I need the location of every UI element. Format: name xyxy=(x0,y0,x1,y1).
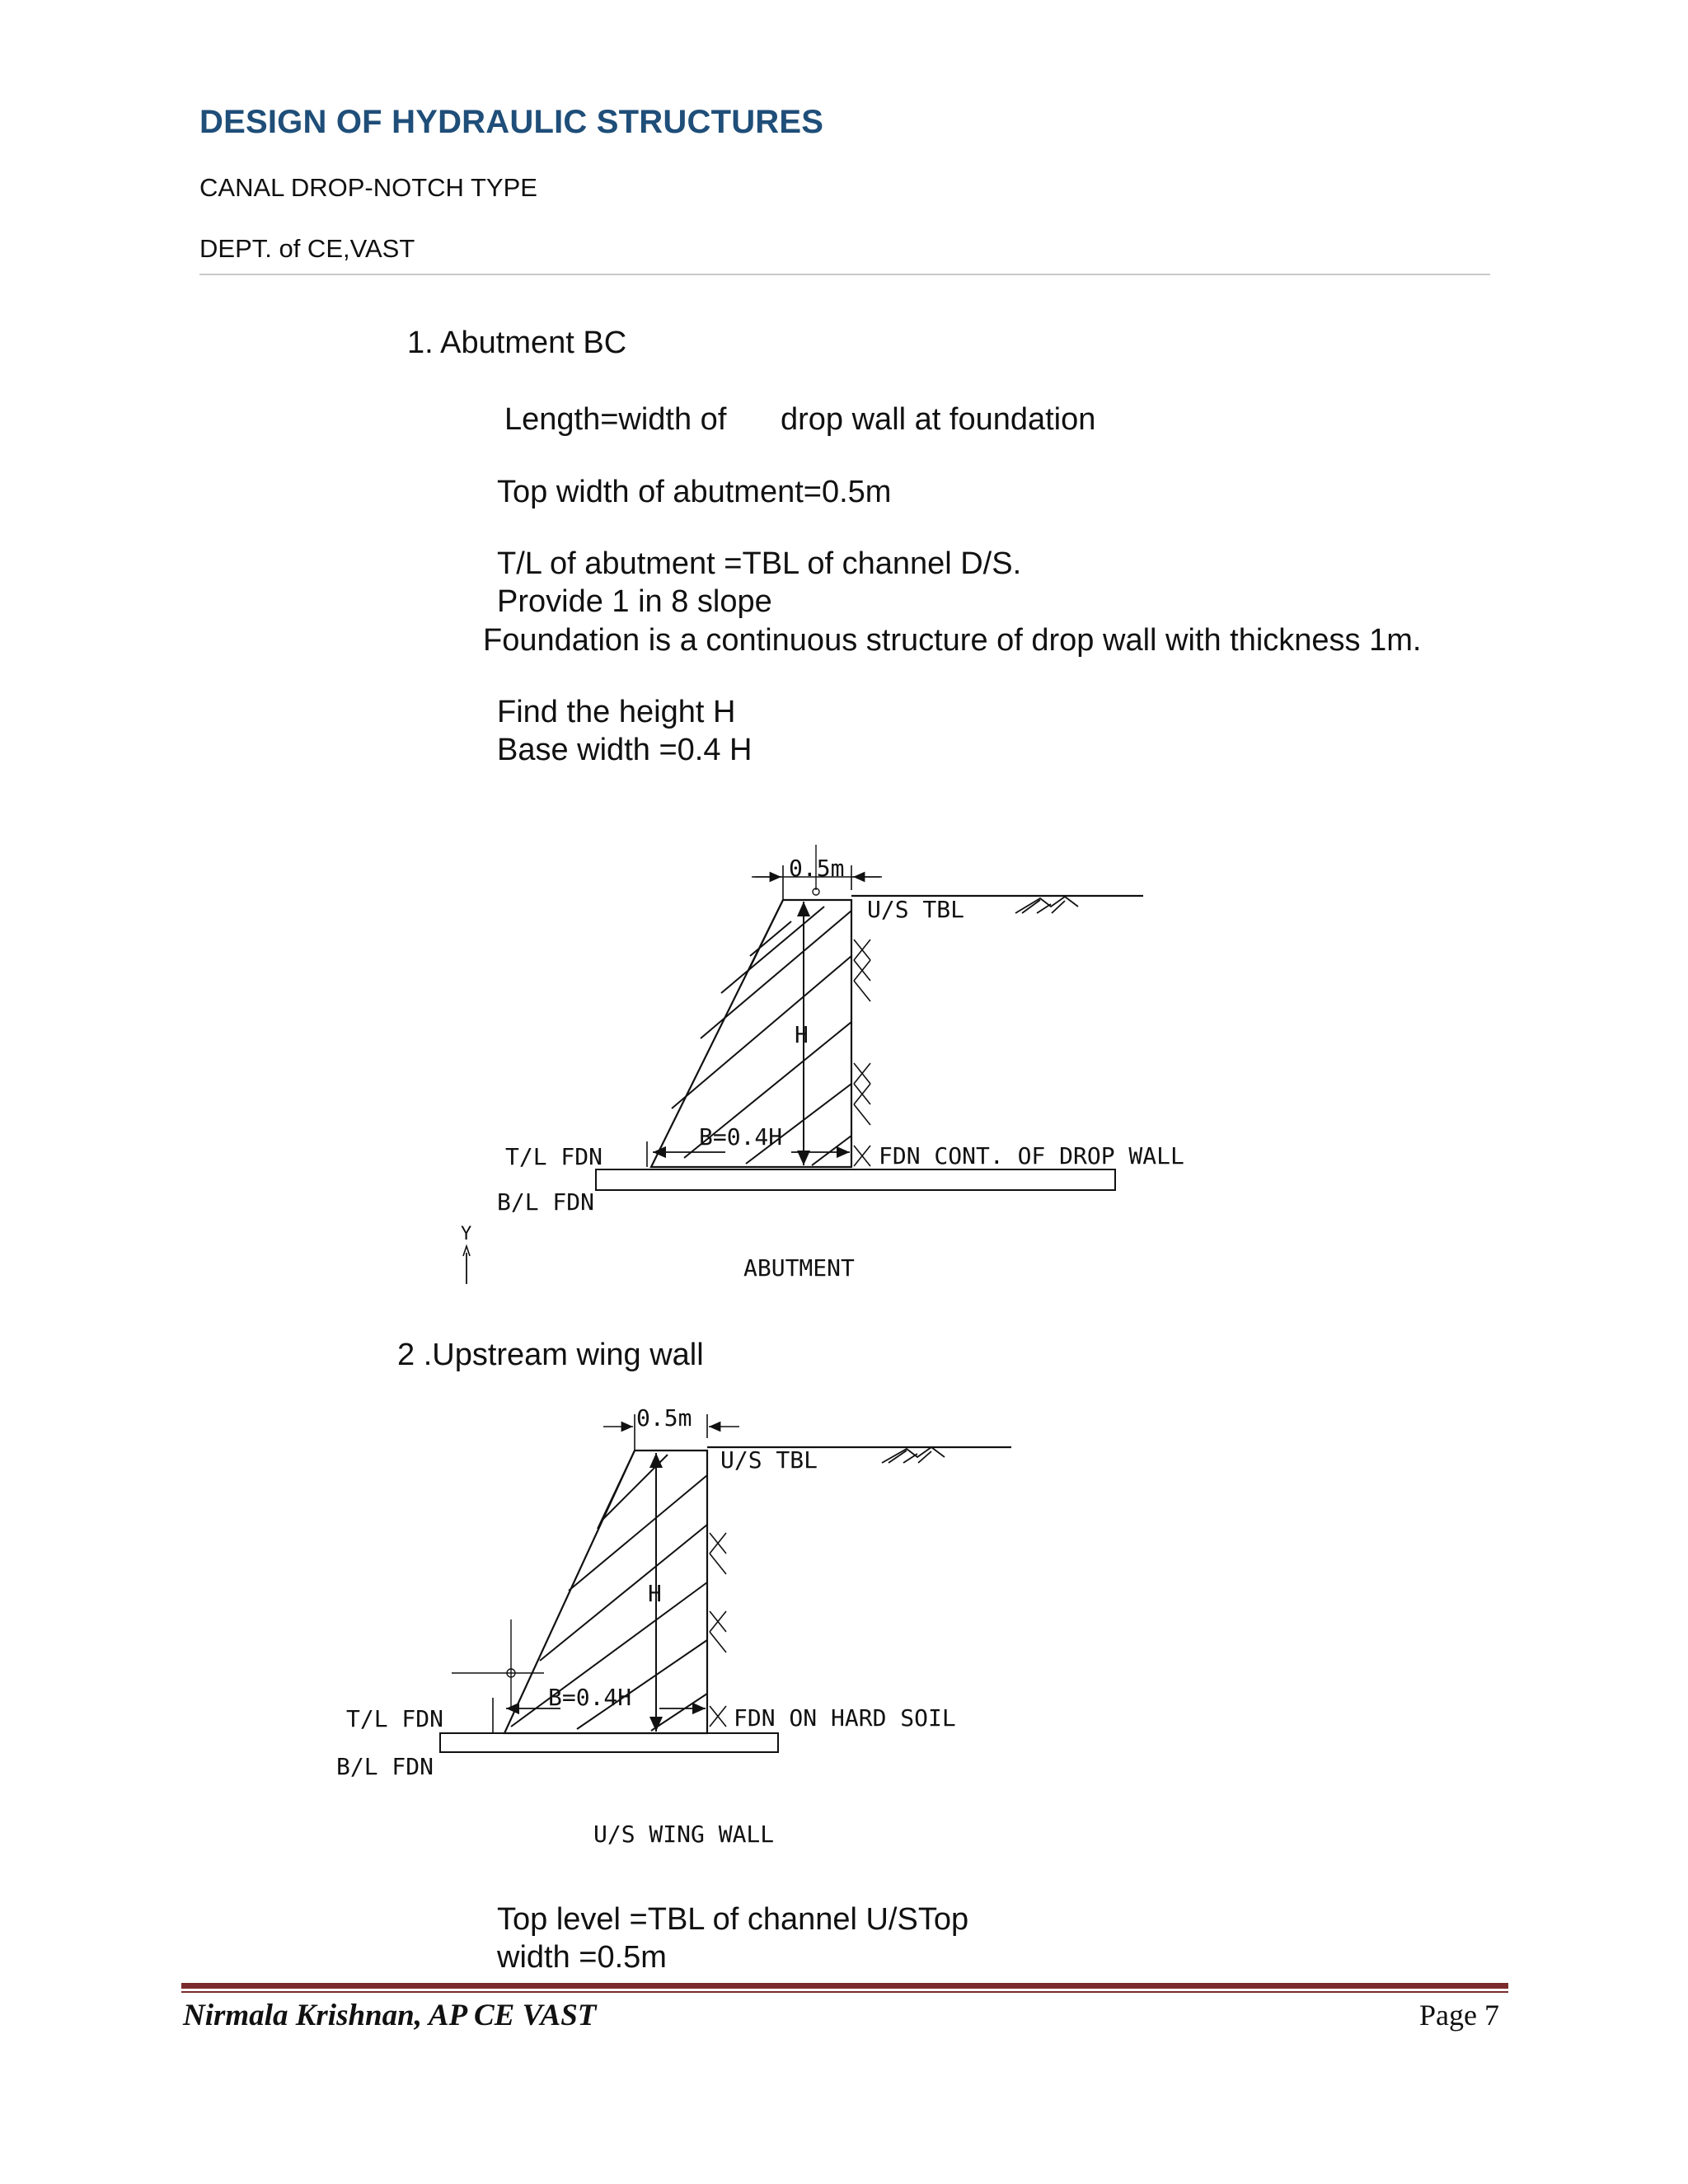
footer-author: Nirmala Krishnan, AP CE VAST xyxy=(183,1999,597,2032)
abutment-fdn-note: FDN CONT. OF DROP WALL xyxy=(879,1142,1184,1169)
wing-wall-caption: U/S WING WALL xyxy=(593,1821,775,1848)
document-title: DESIGN OF HYDRAULIC STRUCTURES xyxy=(199,104,824,140)
backfill-hatch xyxy=(854,940,870,1166)
wing-wall-bl-fdn-label: B/L FDN xyxy=(336,1753,434,1780)
foundation-text: Foundation is a continuous structure of drop wall with thickness 1m. xyxy=(483,623,1422,658)
abutment-tl-fdn-label: T/L FDN xyxy=(505,1143,603,1170)
document-subtitle: CANAL DROP-NOTCH TYPE xyxy=(199,173,537,202)
abutment-tbl-label: U/S TBL xyxy=(867,896,965,923)
wing-wall-base-label: B=0.4H xyxy=(548,1684,632,1711)
slope-text: Provide 1 in 8 slope xyxy=(497,584,772,619)
section-2-heading: 2 .Upstream wing wall xyxy=(397,1338,704,1372)
top-level-us-text: Top level =TBL of channel U/STop xyxy=(497,1902,969,1937)
wing-wall-fdn-note: FDN ON HARD SOIL xyxy=(734,1704,956,1732)
foundation-slab xyxy=(440,1733,778,1752)
length-text-b: drop wall at foundation xyxy=(781,402,1096,437)
abutment-top-dimension: 0.5m xyxy=(789,855,845,882)
wing-wall-top-dimension: 0.5m xyxy=(636,1404,692,1432)
wing-wall-tl-fdn-label: T/L FDN xyxy=(346,1705,444,1732)
abutment-bl-fdn-label: B/L FDN xyxy=(497,1188,595,1216)
base-width-text: Base width =0.4 H xyxy=(497,733,753,767)
page-number: Page 7 xyxy=(1419,1999,1499,2032)
wing-wall-height-label: H xyxy=(648,1580,662,1607)
foundation-slab xyxy=(596,1169,1115,1190)
axis-y-label: Y xyxy=(461,1224,472,1244)
length-text-a: Length=width of xyxy=(504,402,727,437)
top-width-us-text: width =0.5m xyxy=(497,1940,667,1975)
footer-rule-thick xyxy=(181,1983,1508,1989)
ground-hatch-icon xyxy=(1015,897,1078,913)
ground-hatch-icon xyxy=(882,1447,945,1463)
wing-wall-tbl-label: U/S TBL xyxy=(720,1446,818,1474)
abutment-height-label: H xyxy=(795,1021,809,1048)
department-label: DEPT. of CE,VAST xyxy=(199,234,415,263)
top-width-text: Top width of abutment=0.5m xyxy=(497,475,892,509)
backfill-hatch xyxy=(710,1533,726,1727)
section-1-heading: 1. Abutment BC xyxy=(407,326,627,360)
abutment-caption: ABUTMENT xyxy=(743,1254,855,1282)
footer-rule-thin xyxy=(181,1991,1508,1993)
top-level-text: T/L of abutment =TBL of channel D/S. xyxy=(497,546,1022,581)
find-height-text: Find the height H xyxy=(497,695,736,729)
abutment-hatching xyxy=(672,874,851,1165)
abutment-figure xyxy=(463,845,1143,1284)
abutment-base-label: B=0.4H xyxy=(699,1123,783,1151)
